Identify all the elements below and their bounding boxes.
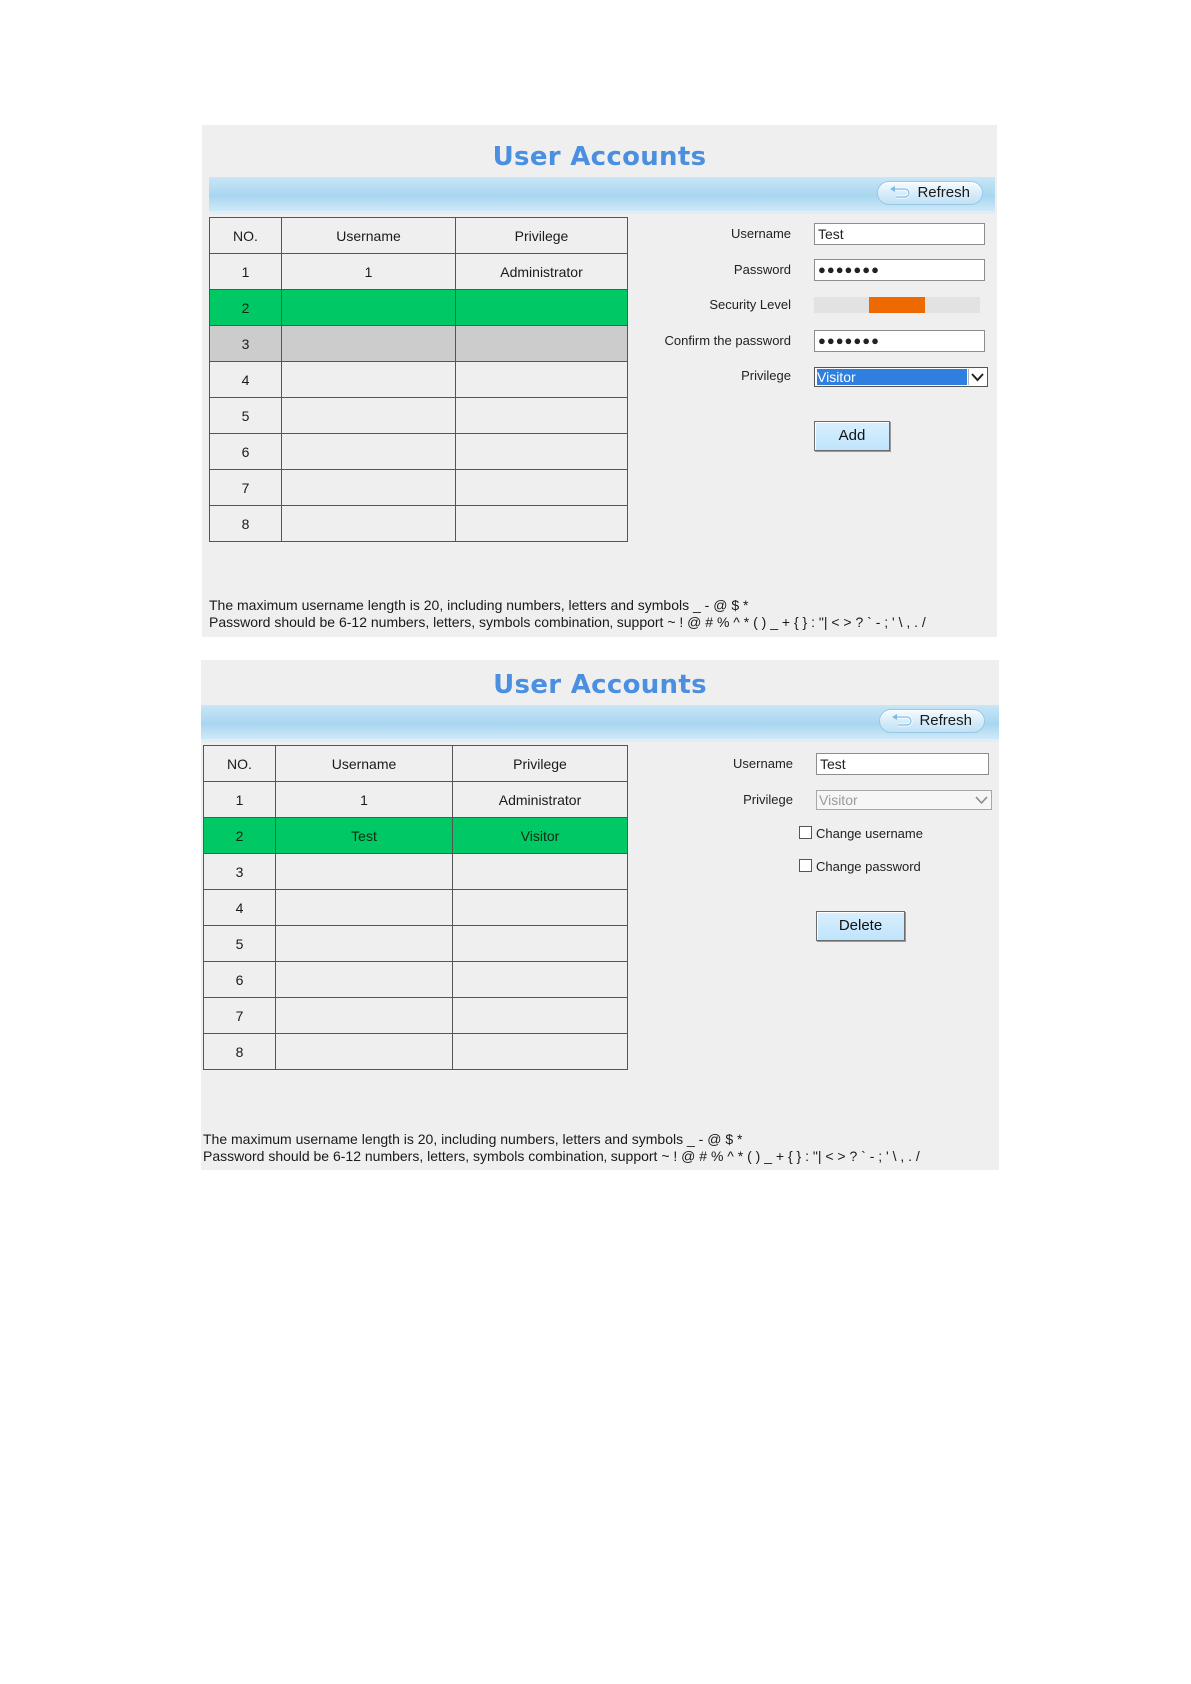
delete-button[interactable]: Delete xyxy=(816,911,905,941)
cell-no: 3 xyxy=(210,326,282,362)
username-label: Username xyxy=(731,226,791,241)
change-username-checkbox[interactable] xyxy=(799,826,812,839)
chevron-down-icon[interactable] xyxy=(968,369,986,385)
cell-privilege: Administrator xyxy=(453,782,628,818)
header-privilege: Privilege xyxy=(453,746,628,782)
cell-username xyxy=(276,1034,453,1070)
table-row-selected[interactable] xyxy=(210,290,628,326)
refresh-label: Refresh xyxy=(919,712,972,729)
cell-username: 1 xyxy=(282,254,456,290)
user-table xyxy=(203,745,628,1070)
refresh-arrow-icon xyxy=(890,714,914,728)
cell-privilege xyxy=(453,1034,628,1070)
username-rule-note: The maximum username length is 20, including numbers, letters and symbols _ - @ $ * xyxy=(209,597,749,613)
cell-privilege: Visitor xyxy=(453,818,628,854)
user-table xyxy=(209,217,628,542)
cell-no: 8 xyxy=(210,506,282,542)
privilege-selected-value: Visitor xyxy=(817,369,967,385)
cell-username xyxy=(276,962,453,998)
toolbar xyxy=(209,177,995,214)
cell-no: 2 xyxy=(204,818,276,854)
privilege-select[interactable] xyxy=(814,367,988,387)
password-label: Password xyxy=(733,262,791,277)
user-accounts-delete-panel xyxy=(201,660,999,1170)
refresh-button[interactable] xyxy=(877,181,983,205)
cell-no: 4 xyxy=(204,890,276,926)
header-no: NO. xyxy=(210,218,282,254)
cell-username xyxy=(276,854,453,890)
toolbar xyxy=(201,705,999,742)
username-input[interactable]: Test xyxy=(816,753,989,775)
table-row[interactable] xyxy=(210,254,628,290)
table-row[interactable] xyxy=(210,362,628,398)
confirm-password-input[interactable]: ●●●●●●● xyxy=(814,330,985,352)
table-row-selected[interactable] xyxy=(204,818,628,854)
cell-username: Test xyxy=(276,818,453,854)
header-username: Username xyxy=(276,746,453,782)
cell-username xyxy=(276,998,453,1034)
table-row[interactable] xyxy=(210,398,628,434)
username-rule-note: The maximum username length is 20, including numbers, letters and symbols _ - @ $ * xyxy=(203,1131,743,1147)
table-row[interactable] xyxy=(204,890,628,926)
cell-no: 3 xyxy=(204,854,276,890)
table-row[interactable] xyxy=(204,962,628,998)
privilege-select-disabled[interactable] xyxy=(816,790,992,810)
cell-no: 6 xyxy=(204,962,276,998)
confirm-password-label: Confirm the password xyxy=(664,333,791,348)
cell-no: 5 xyxy=(204,926,276,962)
cell-privilege xyxy=(453,926,628,962)
add-button[interactable]: Add xyxy=(814,421,890,451)
cell-username xyxy=(276,890,453,926)
refresh-label: Refresh xyxy=(917,184,970,201)
cell-privilege xyxy=(453,890,628,926)
cell-no: 7 xyxy=(204,998,276,1034)
table-row[interactable] xyxy=(204,926,628,962)
table-row[interactable] xyxy=(204,854,628,890)
cell-no: 7 xyxy=(210,470,282,506)
username-input[interactable]: Test xyxy=(814,223,985,245)
refresh-button[interactable] xyxy=(879,709,985,733)
cell-username xyxy=(282,506,456,542)
table-header-row xyxy=(210,218,628,254)
cell-username xyxy=(282,470,456,506)
cell-privilege xyxy=(453,998,628,1034)
cell-privilege xyxy=(453,854,628,890)
security-level-label: Security Level xyxy=(709,297,791,312)
page-title: User Accounts xyxy=(493,670,707,700)
security-level-meter xyxy=(814,297,980,313)
table-row[interactable] xyxy=(204,998,628,1034)
cell-no: 5 xyxy=(210,398,282,434)
change-password-label[interactable]: Change password xyxy=(816,859,921,874)
table-row[interactable] xyxy=(204,782,628,818)
header-no: NO. xyxy=(204,746,276,782)
change-password-checkbox[interactable] xyxy=(799,859,812,872)
cell-username xyxy=(282,326,456,362)
cell-privilege xyxy=(456,326,628,362)
cell-username xyxy=(276,926,453,962)
password-rule-note: Password should be 6-12 numbers, letters, symbols combination‚ support ~ ! @ # % ^ * ( ) _ + { } : "| < > ? ` - ; ' \ , . / xyxy=(203,1148,920,1164)
change-username-label[interactable]: Change username xyxy=(816,826,923,841)
cell-no: 1 xyxy=(210,254,282,290)
table-row-hover[interactable] xyxy=(210,326,628,362)
cell-no: 2 xyxy=(210,290,282,326)
user-accounts-add-panel xyxy=(202,125,997,637)
table-header-row xyxy=(204,746,628,782)
table-row[interactable] xyxy=(210,506,628,542)
header-username: Username xyxy=(282,218,456,254)
cell-privilege xyxy=(453,962,628,998)
cell-username xyxy=(282,290,456,326)
security-level-fill xyxy=(869,297,925,313)
cell-privilege: Administrator xyxy=(456,254,628,290)
table-row[interactable] xyxy=(210,434,628,470)
cell-privilege xyxy=(456,362,628,398)
privilege-selected-value: Visitor xyxy=(819,792,858,808)
cell-no: 6 xyxy=(210,434,282,470)
cell-privilege xyxy=(456,434,628,470)
privilege-label: Privilege xyxy=(743,792,793,807)
cell-no: 1 xyxy=(204,782,276,818)
password-rule-note: Password should be 6-12 numbers, letters, symbols combination‚ support ~ ! @ # % ^ * ( ) _ + { } : "| < > ? ` - ; ' \ , . / xyxy=(209,614,926,630)
table-row[interactable] xyxy=(204,1034,628,1070)
cell-privilege xyxy=(456,290,628,326)
cell-no: 8 xyxy=(204,1034,276,1070)
privilege-label: Privilege xyxy=(741,368,791,383)
cell-username: 1 xyxy=(276,782,453,818)
refresh-arrow-icon xyxy=(888,186,912,200)
cell-username xyxy=(282,434,456,470)
cell-username xyxy=(282,362,456,398)
cell-privilege xyxy=(456,398,628,434)
password-input[interactable]: ●●●●●●● xyxy=(814,259,985,281)
header-privilege: Privilege xyxy=(456,218,628,254)
page-title: User Accounts xyxy=(492,142,707,172)
table-row[interactable] xyxy=(210,470,628,506)
cell-no: 4 xyxy=(210,362,282,398)
cell-username xyxy=(282,398,456,434)
cell-privilege xyxy=(456,470,628,506)
username-label: Username xyxy=(733,756,793,771)
cell-privilege xyxy=(456,506,628,542)
chevron-down-icon[interactable] xyxy=(973,792,990,808)
